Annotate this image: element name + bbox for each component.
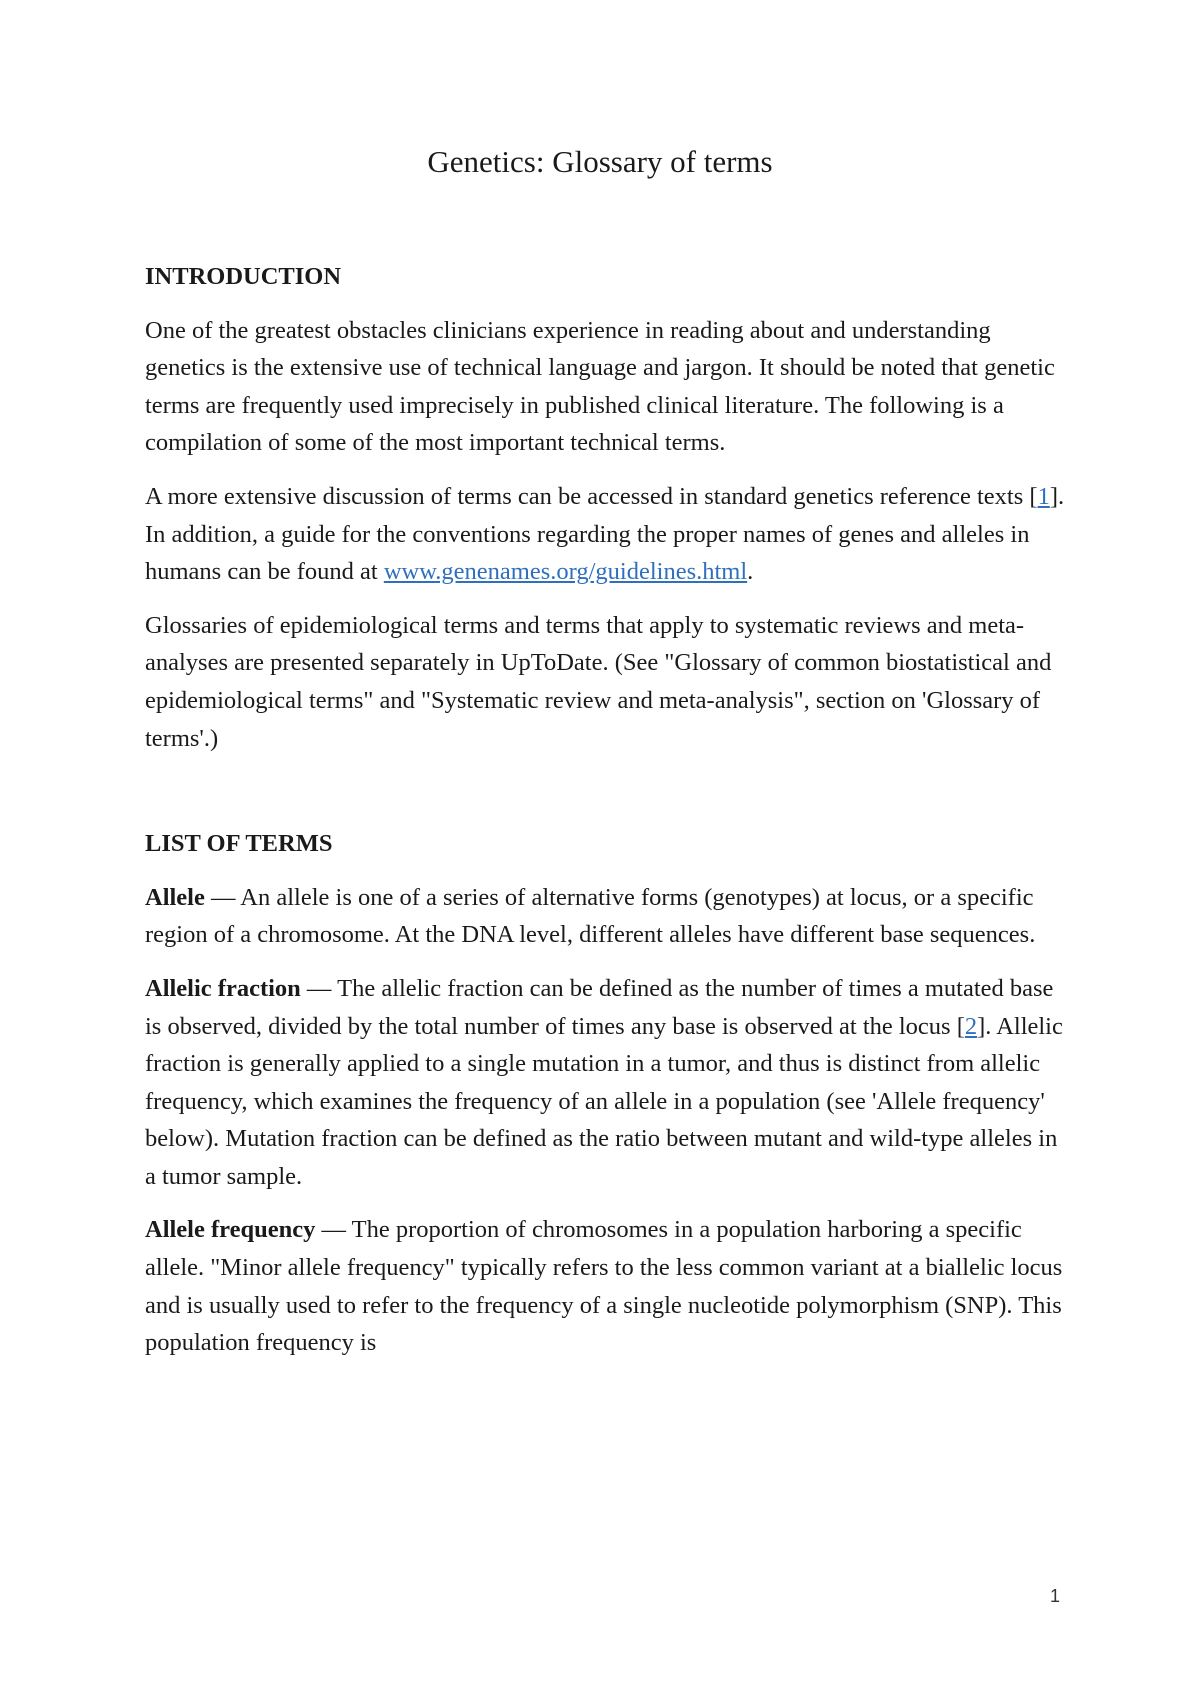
term-allele <box>145 879 1070 954</box>
term-allele-frequency-name: Allele frequency <box>145 1216 316 1244</box>
intro-p2-text-a: A more extensive discussion of terms can be accessed in standard genetics reference texts [ <box>145 482 1038 510</box>
term-allelic-fraction-definition-b: ]. Allelic fraction is generally applied to a single mutation in a tumor, and thus is distinct from allelic frequency, which examines the frequency of an allele in a population (see 'Allele frequency' below). Mutation fraction can be defined as the ratio between mutant and wild-type alleles in a tumor sample. <box>145 1012 1063 1190</box>
introduction-heading: INTRODUCTION <box>145 263 342 290</box>
intro-paragraph-2 <box>145 478 1070 591</box>
document-body <box>145 258 1070 1378</box>
intro-paragraph-3: Glossaries of epidemiological terms and terms that apply to systematic reviews and meta-analyses are presented separately in UpToDate. (See "Glossary of common biostatistical and epidemiological terms" and "Systematic review and meta-analysis", section on 'Glossary of terms'.) <box>145 611 1052 752</box>
term-allele-name: Allele <box>145 883 205 911</box>
term-allele-definition: — An allele is one of a series of alternative forms (genotypes) at locus, or a specific region of a chromosome. At the DNA level, different alleles have different base sequences. <box>145 883 1036 949</box>
term-allelic-fraction <box>145 970 1070 1196</box>
list-of-terms-heading: LIST OF TERMS <box>145 830 333 858</box>
intro-p2-text-c: . <box>747 558 754 586</box>
genenames-guidelines-link[interactable]: www.genenames.org/guidelines.html <box>383 558 748 586</box>
term-allelic-fraction-definition-a: — The allelic fraction can be defined as the number of times a mutated base is observed, divided by the total number of times any base is observed at the locus [ <box>145 974 1054 1040</box>
reference-link-2[interactable]: 2 <box>964 1012 978 1040</box>
term-allele-frequency-definition: — The proportion of chromosomes in a population harboring a specific allele. "Minor allele frequency" typically refers to the less common variant at a biallelic locus and is usually used to refer to the frequency of a single nucleotide polymorphism (SNP). This population frequency is <box>145 1216 1063 1357</box>
reference-link-1[interactable]: 1 <box>1037 482 1050 510</box>
section-spacer <box>145 773 1070 825</box>
term-allelic-fraction-name: Allelic fraction <box>145 974 301 1002</box>
term-allele-frequency <box>145 1211 1070 1361</box>
page-title: Genetics: Glossary of terms <box>427 144 773 179</box>
intro-p2-text-b: ]. In addition, a guide for the conventions regarding the proper names of genes and alleles in humans can be found at <box>145 482 1065 586</box>
intro-paragraph-1: One of the greatest obstacles clinicians experience in reading about and understanding genetics is the extensive use of technical language and jargon. It should be noted that genetic terms are frequently used imprecisely in published clinical literature. The following is a compilation of some of the most important technical terms. <box>145 316 1055 457</box>
page-number: 1 <box>1050 1586 1061 1606</box>
